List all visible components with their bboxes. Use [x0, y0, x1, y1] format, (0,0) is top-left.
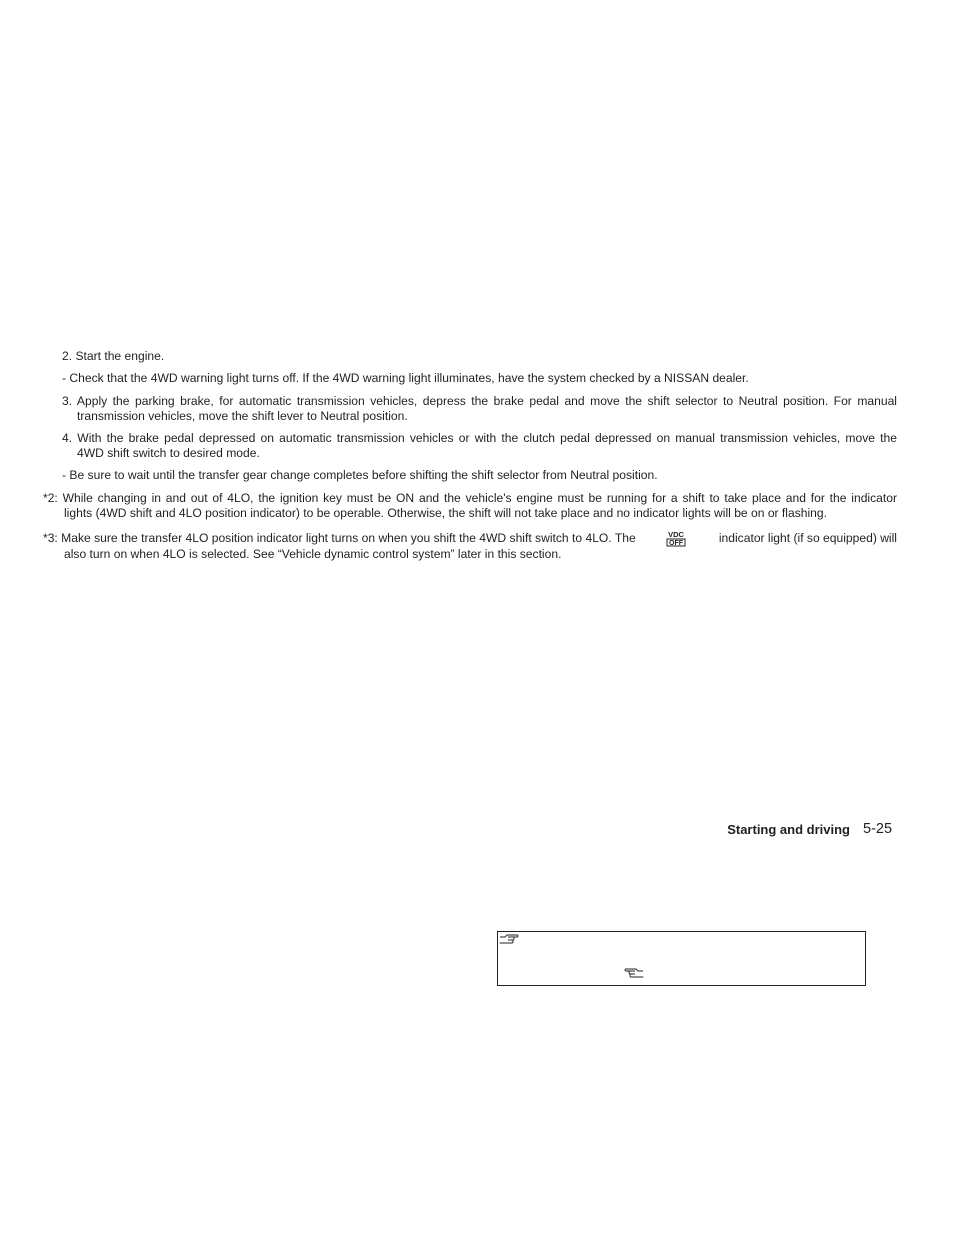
vdc-icon-top-text: VDC: [667, 530, 684, 539]
note-line: 2. Start the engine.: [62, 349, 165, 363]
wait-transfer-gear: [62, 468, 897, 483]
page-number: 5-25: [863, 821, 893, 837]
note-line: transmission vehicles, move the shift lever to Neutral position.: [77, 409, 408, 423]
step-4-shift-mode: [62, 431, 897, 461]
pointing-hand-right-icon: [499, 934, 519, 945]
note-line: *2: While changing in and out of 4LO, the ignition key must be ON and the vehicle's engine must be running for a shift to take place and for the indicator: [43, 491, 897, 505]
note-line: 4. With the brake pedal depressed on automatic transmission vehicles or with the clutch pedal depressed on manual transmission vehicles, move the: [62, 431, 897, 445]
note-text: indicator light (if so equipped) will: [718, 531, 897, 545]
vdc-off-icon: [666, 530, 686, 547]
section-title: Starting and driving: [727, 822, 850, 837]
footnote-3: [43, 530, 897, 562]
footnote-2: [43, 491, 897, 521]
reference-box: [497, 931, 866, 986]
pointing-hand-left-icon: [624, 968, 644, 979]
note-line: also turn on when 4LO is selected. See “Vehicle dynamic control system” later in this section.: [64, 547, 562, 561]
note-text: *3: Make sure the transfer 4LO position indicator light turns on when you shift the 4WD shift switch to 4LO. The: [43, 531, 636, 545]
step-3-parking-brake: [62, 394, 897, 424]
note-line: - Check that the 4WD warning light turns off. If the 4WD warning light illuminates, have the system checked by a NISSAN dealer.: [62, 371, 749, 385]
note-line: 3. Apply the parking brake, for automatic transmission vehicles, depress the brake pedal and move the shift selector to Neutral position. For manual: [62, 394, 897, 408]
note-line: lights (4WD shift and 4LO position indicator) to be operable. Otherwise, the shift will not take place and no indicator lights will be on or flashing.: [64, 506, 827, 520]
footnote-3-line-1: [43, 530, 897, 547]
note-line: 4WD shift switch to desired mode.: [77, 446, 260, 460]
step-2-start-engine: [62, 349, 897, 364]
check-4wd-warning: [62, 371, 897, 386]
note-line: - Be sure to wait until the transfer gear change completes before shifting the shift selector from Neutral position.: [62, 468, 658, 482]
vdc-icon-bottom-text: OFF: [668, 540, 683, 547]
